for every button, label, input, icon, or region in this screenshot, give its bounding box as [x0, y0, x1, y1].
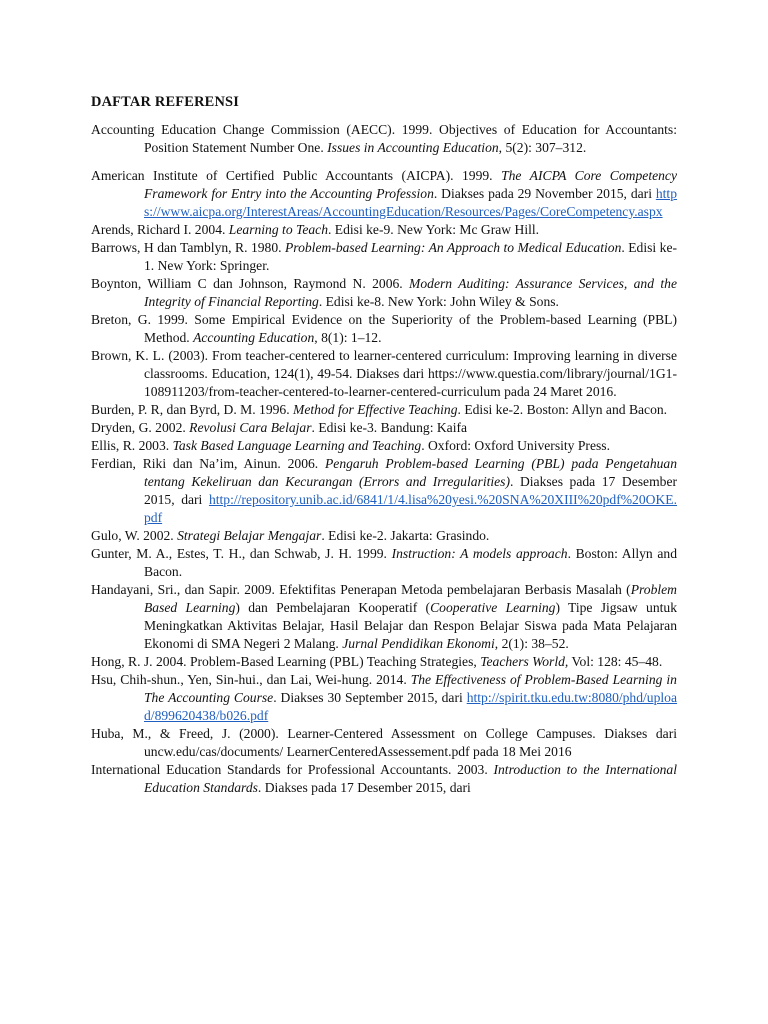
reference-text: . Edisi ke-2. Boston: Allyn and Bacon.	[457, 402, 668, 417]
reference-entry	[91, 455, 677, 527]
reference-entry	[91, 401, 677, 419]
reference-entry	[91, 167, 677, 221]
reference-entry	[91, 347, 677, 401]
reference-entry	[91, 761, 677, 797]
reference-italic-title: Task Based Language Learning and Teaching	[172, 438, 422, 453]
reference-text: ) Tipe Jigsaw untuk Meningkatkan Aktivitas Belajar, Hasil Belajar dan Respon Belajar Siswa pada Mata Pelajaran Ekonomi di SMA Negeri 2 Malang.	[144, 600, 677, 651]
reference-text: . Diakses pada 29 November 2015, dari	[433, 186, 656, 201]
reference-text: Breton, G. 1999. Some Empirical Evidence on the Superiority of the Problem-based Learning (PBL) Method.	[91, 312, 677, 345]
reference-text: Dryden, G. 2002.	[91, 420, 190, 435]
reference-italic-title: Modern Auditing: Assurance Services, and the Integrity of Financial Reporting	[144, 276, 677, 309]
reference-entry	[91, 419, 677, 437]
reference-text: Barrows, H dan Tamblyn, R. 1980.	[91, 240, 285, 255]
reference-italic-title: Issues in Accounting Education	[327, 140, 499, 155]
reference-text: . Edisi ke-8. New York: John Wiley & Sons.	[318, 294, 559, 309]
reference-entry	[91, 545, 677, 581]
reference-entry	[91, 221, 677, 239]
reference-italic-title: Cooperative Learning	[430, 600, 556, 615]
reference-italic-title: Learning to Teach	[228, 222, 328, 237]
reference-text: Huba, M., & Freed, J. (2000). Learner-Centered Assessment on College Campuses. Diakses dari uncw.edu/cas/documents/ LearnerCenteredAssessement.pdf pada 18 Mei 2016	[91, 726, 677, 759]
reference-text: Hsu, Chih-shun., Yen, Sin-hui., dan Lai, Wei-hung. 2014.	[91, 672, 411, 687]
reference-link[interactable]: http://repository.unib.ac.id/6841/1/4.lisa%20yesi.%20SNA%20XIII%20pdf%20OKE.pdf	[144, 492, 677, 525]
reference-text: ) dan Pembelajaran Kooperatif (	[235, 600, 431, 615]
reference-entry	[91, 581, 677, 653]
reference-italic-title: Jurnal Pendidikan Ekonomi	[342, 636, 495, 651]
reference-text: . Oxford: Oxford University Press.	[421, 438, 610, 453]
reference-text: . Edisi ke-2. Jakarta: Grasindo.	[321, 528, 490, 543]
reference-entry	[91, 311, 677, 347]
reference-text: Gulo, W. 2002.	[91, 528, 178, 543]
reference-italic-title: Instruction: A models approach	[391, 546, 568, 561]
reference-text: Ellis, R. 2003.	[91, 438, 173, 453]
reference-italic-title: Introduction to the International Education Standards	[144, 762, 678, 795]
reference-italic-title: Teachers World,	[480, 654, 569, 669]
reference-entry	[91, 527, 677, 545]
reference-text: . Diakses 30 September 2015, dari	[273, 690, 467, 705]
page-heading: DAFTAR REFERENSI	[91, 94, 240, 110]
reference-text: Accounting Education Change Commission (AECC). 1999. Objectives of Education for Accountants: Position Statement Number One.	[91, 122, 677, 155]
reference-entry	[91, 671, 677, 725]
reference-italic-title: Accounting Education	[193, 330, 315, 345]
reference-text: Boynton, William C dan Johnson, Raymond N. 2006.	[91, 276, 410, 291]
reference-italic-title: The Effectiveness of Problem-Based Learning in The Accounting Course	[144, 672, 677, 705]
reference-text: . Boston: Allyn and Bacon.	[144, 546, 677, 579]
reference-text: . Edisi ke-1. New York: Springer.	[144, 240, 678, 273]
reference-entry	[91, 275, 677, 311]
reference-text: . Diakses pada 17 Desember 2015, dari	[144, 474, 677, 507]
reference-italic-title: Pengaruh Problem-based Learning (PBL) pada Pengetahuan tentang Kekeliruan dan Kecurangan (Errors and Irregularities)	[144, 456, 678, 489]
reference-italic-title: Problem Based Learning	[144, 582, 677, 615]
reference-text: Vol: 128: 45–48.	[568, 654, 663, 669]
reference-text: , 5(2): 307–312.	[498, 140, 587, 155]
reference-entry	[91, 239, 677, 275]
reference-text: , 8(1): 1–12.	[314, 330, 382, 345]
reference-italic-title: Method for Effective Teaching	[293, 402, 458, 417]
reference-text: Burden, P. R, dan Byrd, D. M. 1996.	[91, 402, 294, 417]
reference-link[interactable]: http://spirit.tku.edu.tw:8080/phd/upload/899620438/b026.pdf	[144, 690, 678, 723]
reference-text: . Edisi ke-9. New York: Mc Graw Hill.	[328, 222, 540, 237]
reference-text: Ferdian, Riki dan Na’im, Ainun. 2006.	[91, 456, 325, 471]
reference-italic-title: Strategi Belajar Mengajar	[177, 528, 322, 543]
reference-text: Hong, R. J. 2004. Problem-Based Learning (PBL) Teaching Strategies,	[91, 654, 481, 669]
reference-text: Gunter, M. A., Estes, T. H., dan Schwab, J. H. 1999.	[91, 546, 392, 561]
reference-entry	[91, 653, 677, 671]
reference-entry	[91, 725, 677, 761]
reference-text: Brown, K. L. (2003). From teacher-centered to learner-centered curriculum: Improving learning in diverse classrooms. Education, 124(1), 49-54. Diakses dari https://www.questia.com/library/journal/1G1-108911203/from-teacher-centered-to-learner-centered-curriculum pada 24 Maret 2016.	[91, 348, 677, 399]
reference-text: . Diakses pada 17 Desember 2015, dari	[257, 780, 471, 795]
reference-text: . Edisi ke-3. Bandung: Kaifa	[311, 420, 468, 435]
reference-text: Arends, Richard I. 2004.	[91, 222, 229, 237]
reference-entry	[91, 437, 677, 455]
reference-italic-title: Problem-based Learning: An Approach to Medical Education	[285, 240, 622, 255]
reference-text: American Institute of Certified Public Accountants (AICPA). 1999.	[91, 168, 502, 183]
reference-link[interactable]: https://www.aicpa.org/InterestAreas/AccountingEducation/Resources/Pages/CoreCompetency.aspx	[144, 186, 678, 219]
reference-text: Handayani, Sri., dan Sapir. 2009. Efektifitas Penerapan Metoda pembelajaran Berbasis Masalah (	[91, 582, 631, 597]
reference-text: International Education Standards for Professional Accountants. 2003.	[91, 762, 494, 777]
reference-entry	[91, 121, 677, 157]
reference-list	[91, 121, 677, 797]
reference-italic-title: Revolusi Cara Belajar	[189, 420, 312, 435]
reference-italic-title: The AICPA Core Competency Framework for Entry into the Accounting Profession	[144, 168, 677, 201]
reference-text: , 2(1): 38–52.	[494, 636, 569, 651]
